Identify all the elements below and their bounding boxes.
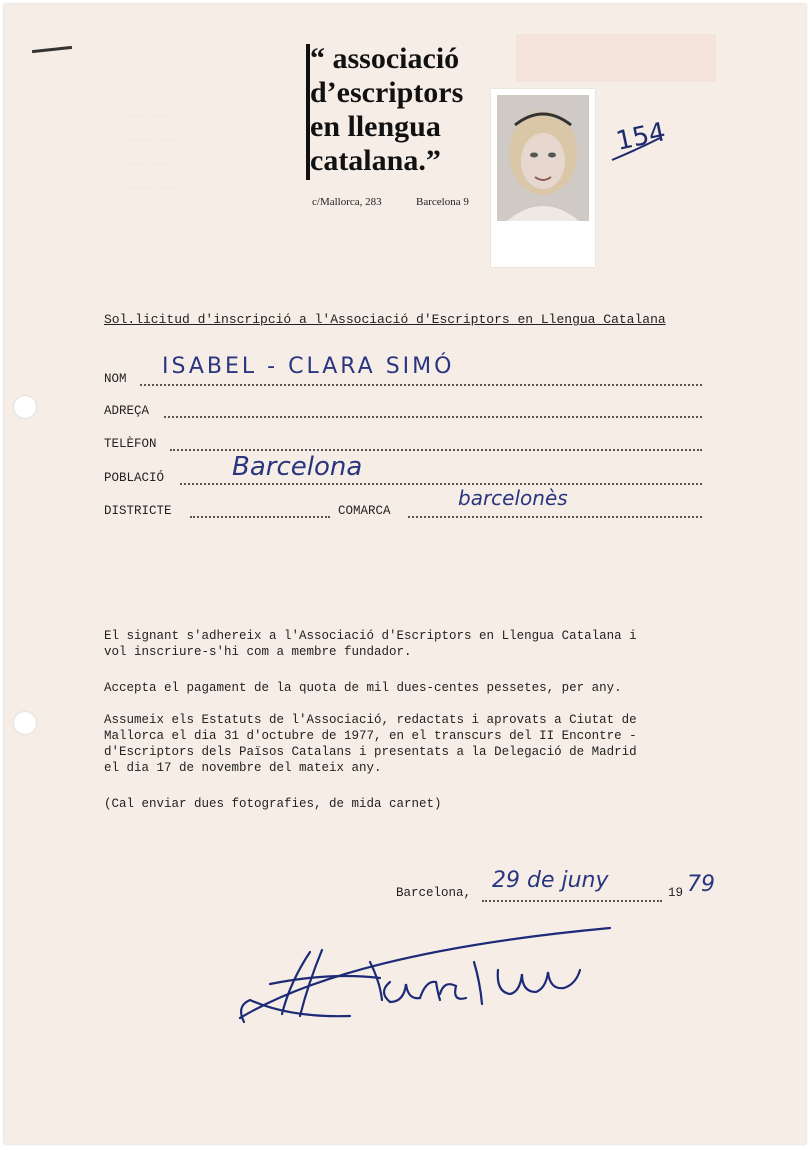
pen-mark [32,46,72,53]
field-value-nom: ISABEL - CLARA SIMÓ [162,354,455,379]
field-line-districte [190,516,330,518]
number-underline-icon [610,130,662,164]
logo-line-1: “ associació [310,42,460,75]
logo-line-4: catalana.” [310,144,441,177]
field-line-nom [140,384,702,386]
date-city: Barcelona, [396,886,472,900]
punch-hole [14,396,36,418]
date-year-prefix: 19 [668,886,684,900]
paragraph-photos-note: (Cal enviar dues fotografies, de mida carnet) [104,797,442,811]
address-city: Barcelona 9 [416,196,469,208]
field-value-poblacio: Barcelona [232,452,363,482]
date-handwritten: 29 de juny [492,868,609,893]
date-line [482,900,662,902]
field-line-adreca [164,416,702,418]
field-value-comarca: barcelonès [458,486,568,510]
field-label-districte: DISTRICTE [104,504,172,518]
association-logo [310,42,510,178]
date-year-handwritten: 79 [687,872,715,897]
field-label-poblacio: POBLACIÓ [104,471,165,485]
document-page [4,4,806,1144]
logo-line-2: d’escriptors [310,76,464,109]
bleed-through-text: ····· ······ ······· ····· ····· ······ ········ ····· [124,110,181,194]
handwritten-number: 154 [613,117,669,157]
field-label-comarca: COMARCA [338,504,391,518]
paragraph-fee: Accepta el pagament de la quota de mil dues-centes pessetes, per any. [104,681,622,695]
signature-icon [230,922,620,1034]
applicant-photo [491,89,595,267]
field-label-adreca: ADREÇA [104,404,150,418]
field-line-telefon [170,449,702,451]
photo-portrait [497,95,589,221]
paragraph-adhesion: El signant s'adhereix a l'Associació d'Escriptors en Llengua Catalana i vol inscriure-s'hi com a membre fundador. [104,629,637,659]
logo-line-3: en llengua [310,110,441,143]
paragraph-statutes: Assumeix els Estatuts de l'Associació, redactats i aprovats a Ciutat de Mallorca el dia 31 d'octubre de 1977, en el transcurs del II Encontre - d'Escriptors dels Països Catalans i presentats a la Delegació de Madrid el dia 17 de novembre del mateix any. [104,713,637,775]
portrait-icon [497,95,589,221]
form-title: Sol.licitud d'inscripció a l'Associació d'Escriptors en Llengua Catalana [104,312,666,327]
field-label-nom: NOM [104,372,127,386]
address-street: c/Mallorca, 283 [312,196,382,208]
field-line-comarca [408,516,702,518]
field-line-poblacio [180,483,702,485]
paper-stain [516,34,716,82]
field-label-telefon: TELÈFON [104,437,157,451]
punch-hole [14,712,36,734]
